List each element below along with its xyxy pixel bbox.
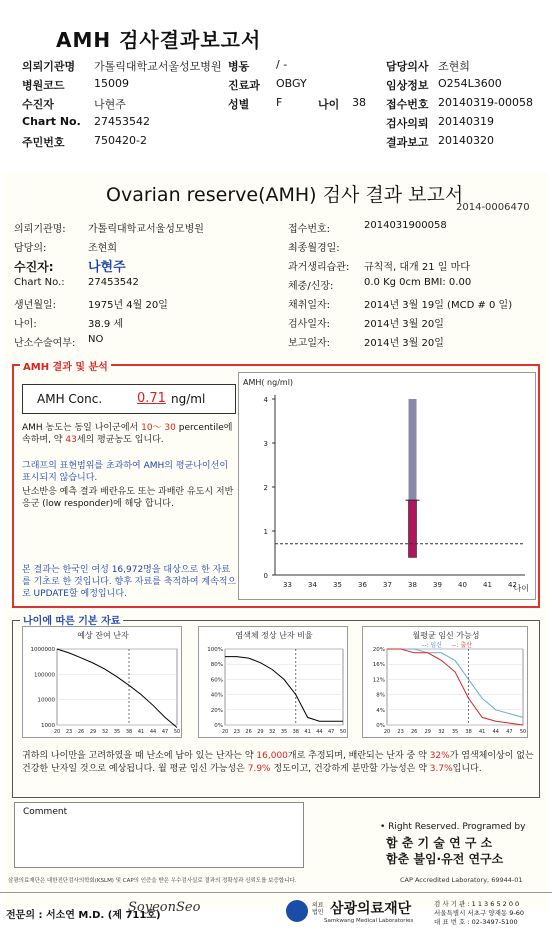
header-key: 결과보고 bbox=[386, 136, 429, 149]
x-tick-label: 32 bbox=[438, 729, 445, 735]
report-info-value: 1975년 4월 20일 bbox=[88, 300, 168, 311]
header-value: 750420-2 bbox=[94, 134, 147, 147]
footer-divider bbox=[0, 892, 552, 893]
x-tick-label: 38 bbox=[292, 729, 299, 735]
org-name-2: 함춘 불임·유전 연구소 bbox=[386, 852, 504, 866]
y-tick-label: 2 bbox=[263, 484, 268, 492]
report-info-value: 2014년 3월 19일 (MCD # 0 일) bbox=[364, 300, 513, 311]
header-value: F bbox=[276, 96, 283, 109]
x-tick-label: 36 bbox=[358, 581, 367, 589]
x-tick-label: 35 bbox=[451, 729, 459, 735]
x-tick-label: 47 bbox=[161, 729, 169, 735]
report-info-value: 2014년 3월 20일 bbox=[364, 319, 444, 330]
y-tick-label: 40% bbox=[210, 692, 223, 699]
header-key: 의뢰기관명 bbox=[22, 60, 76, 73]
x-tick-label: 33 bbox=[283, 581, 292, 589]
y-tick-label: 20% bbox=[210, 707, 223, 714]
x-tick-label: 50 bbox=[173, 729, 181, 735]
header-value: 20140320 bbox=[438, 134, 494, 147]
y-tick-label: 1000 bbox=[41, 723, 55, 729]
report-info-value: 2014년 3월 20일 bbox=[364, 338, 444, 349]
report-info-value: NO bbox=[88, 334, 104, 345]
x-tick-label: 41 bbox=[479, 729, 486, 735]
logo-text: 삼광의료재단 bbox=[330, 901, 412, 917]
x-tick-label: 26 bbox=[411, 729, 418, 735]
report-info-key: 채취일자: bbox=[288, 300, 331, 311]
header-key: 병원코드 bbox=[22, 79, 65, 92]
amh-paragraph-2: 그래프의 표현범위를 초과하여 AMH의 평균나이선이 표시되지 않습니다. bbox=[22, 461, 229, 483]
chart-title: 예상 잔여 난자 bbox=[77, 631, 129, 640]
page-title: AMH 검사결과보고서 bbox=[56, 28, 262, 52]
cap-text: CAP Accredited Laboratory, 69944-01 bbox=[400, 876, 523, 884]
series-line bbox=[57, 649, 177, 728]
age-summary: 귀하의 나이만을 고려하였을 때 난소에 남아 있는 난자는 약 16,000개로 추정되며, 배란되는 난자 중 약 32%가 염색체이상이 없는 건강한 난자일 것으로 예상됩니다. 월 평균 임신 가능성은 7.9% 정도이고, 건강하게 분만할 가능성은 약 3.7%입니다. bbox=[22, 751, 534, 774]
y-tick-label: 0 bbox=[263, 572, 268, 580]
amh-conc-unit: ng/ml bbox=[171, 392, 206, 406]
x-tick-label: 35 bbox=[113, 729, 121, 735]
y-tick-label: 0% bbox=[214, 723, 223, 729]
header-key: 수진자 bbox=[22, 98, 54, 111]
header-key: 병동 bbox=[228, 60, 250, 73]
x-tick-label: 47 bbox=[328, 729, 335, 735]
header-value: 27453542 bbox=[94, 115, 150, 128]
header-value: 38 bbox=[352, 96, 366, 109]
x-tick-label: 23 bbox=[397, 729, 404, 735]
report-info-key: Chart No.: bbox=[14, 277, 65, 288]
report-info-key: 체중/신장: bbox=[288, 281, 334, 292]
rights-text: • Right Reserved. Programed by bbox=[380, 822, 526, 832]
amh-conc-value: 0.71 bbox=[137, 391, 166, 406]
x-tick-label: 20 bbox=[221, 729, 229, 735]
normal-chromosome-chart bbox=[198, 626, 348, 738]
x-tick-label: 42 bbox=[508, 581, 517, 589]
x-tick-label: 34 bbox=[308, 581, 317, 589]
header-key: 성별 bbox=[228, 98, 250, 111]
x-tick-label: 38 bbox=[408, 581, 417, 589]
x-tick-label: 47 bbox=[506, 729, 513, 735]
header-key: 검사의뢰 bbox=[386, 117, 429, 130]
percentile-box bbox=[409, 500, 417, 557]
amh-paragraph-3: 난소반응 예측 결과 배란유도 또는 과배란 유도시 저반응군 (low responder)에 해당 합니다. bbox=[22, 487, 234, 509]
series-line bbox=[225, 657, 343, 722]
x-axis-label: 나이 bbox=[513, 584, 529, 593]
header-key: Chart No. bbox=[22, 115, 81, 128]
x-tick-label: 23 bbox=[65, 729, 73, 735]
y-tick-label: 100% bbox=[207, 647, 223, 653]
y-tick-label: 0% bbox=[376, 723, 385, 729]
report-info-value: 2014031900058 bbox=[364, 220, 447, 231]
header-key: 주민번호 bbox=[22, 136, 65, 149]
report-info-value: 0.0 Kg 0cm BMI: 0.00 bbox=[364, 277, 472, 288]
x-tick-label: 41 bbox=[137, 729, 145, 735]
x-tick-label: 50 bbox=[339, 729, 347, 735]
doctor-name: 전문의 : 서소연 M.D. (제 711호) bbox=[6, 910, 161, 921]
y-tick-label: 10000 bbox=[37, 697, 55, 704]
header-key: 나이 bbox=[318, 98, 340, 111]
y-tick-label: 60% bbox=[210, 677, 223, 684]
x-tick-label: 32 bbox=[101, 729, 109, 735]
x-tick-label: 39 bbox=[433, 581, 442, 589]
samkwang-logo-icon bbox=[286, 900, 308, 922]
report-info-key: 생년월일: bbox=[14, 300, 57, 311]
header-value: 20140319 bbox=[438, 115, 494, 128]
report-info-key: 접수번호: bbox=[288, 224, 331, 235]
x-tick-label: 38 bbox=[125, 729, 133, 735]
report-info-key: 의뢰기관명: bbox=[14, 224, 66, 235]
y-tick-label: 20% bbox=[372, 647, 385, 653]
certification-note: 삼광의료재단은 대한진단검사의학회(KSLM) 및 CAP의 인증을 받은 우수검사실로 결과의 정확성과 신뢰도를 보증합니다. bbox=[8, 878, 297, 884]
y-tick-label: 4% bbox=[376, 707, 385, 714]
report-info-value: 규칙적, 대개 21 일 마다 bbox=[364, 262, 470, 273]
x-tick-label: 35 bbox=[280, 729, 288, 735]
header-key: 임상정보 bbox=[386, 79, 429, 92]
x-tick-label: 50 bbox=[519, 729, 527, 735]
x-tick-label: 29 bbox=[424, 729, 431, 735]
report-info-key: 나이: bbox=[14, 319, 37, 330]
report-info-value: 38.9 세 bbox=[88, 319, 124, 330]
header-key: 접수번호 bbox=[386, 98, 429, 111]
chart-title: 월평균 임신 가능성 bbox=[412, 631, 480, 640]
y-tick-label: 80% bbox=[210, 662, 223, 669]
y-tick-label: 4 bbox=[263, 396, 268, 404]
plot-area bbox=[225, 649, 343, 725]
comment-box bbox=[14, 802, 304, 868]
header-value: 조현희 bbox=[438, 60, 470, 73]
report-info-value: 나현주 bbox=[88, 260, 126, 275]
header-value: O254L3600 bbox=[438, 77, 502, 90]
logo-english: Samkwang Medical Laboratories bbox=[324, 918, 414, 924]
report-info-key: 보고일자: bbox=[288, 338, 331, 349]
x-tick-label: 35 bbox=[333, 581, 342, 589]
report-info-key: 담당의: bbox=[14, 243, 47, 254]
header-value: 가톨릭대학교서울성모병원 bbox=[94, 60, 222, 73]
amh-paragraph-1: AMH 농도는 동일 나이군에서 10～ 30 percentile에 속하며, 약 43세의 평균농도 입니다. bbox=[22, 423, 233, 445]
header-value: / - bbox=[276, 58, 288, 71]
report-info-key: 최종월경일: bbox=[288, 243, 340, 254]
x-tick-label: 26 bbox=[77, 729, 85, 735]
amh-conc-label: AMH Conc. bbox=[37, 392, 103, 406]
report-number: 2014-0006470 bbox=[456, 202, 530, 213]
x-tick-label: 41 bbox=[304, 729, 311, 735]
amh-section-label: AMH 결과 및 분석 bbox=[20, 358, 111, 373]
y-tick-label: 8% bbox=[376, 692, 385, 699]
legend-item: --: 출산 bbox=[452, 642, 472, 649]
report-info-key: 과거생리습관: bbox=[288, 262, 350, 273]
x-tick-label: 20 bbox=[53, 729, 61, 735]
legend-item: --: 임신 bbox=[422, 642, 442, 649]
y-tick-label: 3 bbox=[263, 440, 268, 448]
comment-label: Comment bbox=[23, 807, 68, 817]
report-info-key: 검사일자: bbox=[288, 319, 331, 330]
amh-paragraph-4: 본 결과는 한국인 여성 16,972명을 대상으로 한 자료를 기초로 한 것입니다. 향후 자료를 축적하여 계속적으로 UPDATE할 예정입니다. bbox=[22, 565, 237, 599]
doctor-signature: SoyeonSeo bbox=[128, 900, 201, 915]
x-tick-label: 32 bbox=[269, 729, 276, 735]
y-tick-label: 12% bbox=[372, 677, 385, 684]
report-info-value: 27453542 bbox=[88, 277, 139, 288]
header-value: 나현주 bbox=[94, 98, 126, 111]
x-tick-label: 20 bbox=[383, 729, 391, 735]
y-tick-label: 1 bbox=[263, 528, 268, 536]
x-tick-label: 29 bbox=[89, 729, 97, 735]
report-info-key: 난소수술여부: bbox=[14, 338, 76, 349]
y-tick-label: 16% bbox=[372, 662, 385, 669]
report-info-key: 수진자: bbox=[14, 260, 54, 274]
report-info-value: 조현희 bbox=[88, 243, 117, 254]
amh-conc-box bbox=[22, 384, 236, 414]
y-tick-label: 100000 bbox=[34, 672, 55, 679]
amh-age-chart bbox=[238, 372, 536, 600]
x-tick-label: 44 bbox=[149, 729, 157, 735]
header-value: 20140319-00058 bbox=[438, 96, 533, 109]
x-tick-label: 44 bbox=[492, 729, 499, 735]
report-title: Ovarian reserve(AMH) 검사 결과 보고서 bbox=[106, 184, 464, 206]
x-tick-label: 23 bbox=[233, 729, 240, 735]
age-section-label: 나이에 따른 기본 자료 bbox=[20, 612, 123, 627]
report-info-value: 가톨릭대학교서울성모병원 bbox=[88, 224, 204, 235]
series-line bbox=[387, 649, 523, 717]
x-tick-label: 44 bbox=[316, 729, 323, 735]
plot-area bbox=[57, 649, 177, 725]
x-tick-label: 29 bbox=[257, 729, 264, 735]
remaining-eggs-chart bbox=[22, 626, 182, 738]
chart-title: 염색체 정상 난자 비율 bbox=[235, 631, 313, 640]
header-value: OBGY bbox=[276, 77, 307, 90]
x-tick-label: 26 bbox=[245, 729, 252, 735]
x-tick-label: 38 bbox=[465, 729, 472, 735]
header-key: 진료과 bbox=[228, 79, 260, 92]
x-tick-label: 41 bbox=[483, 581, 492, 589]
pregnancy-chance-chart bbox=[362, 626, 528, 738]
header-value: 15009 bbox=[94, 77, 129, 90]
logo-sub-text: 의료 법인 bbox=[312, 902, 324, 916]
x-tick-label: 40 bbox=[458, 581, 467, 589]
y-axis-label: AMH( ng/ml) bbox=[243, 378, 294, 387]
x-tick-label: 37 bbox=[383, 581, 392, 589]
y-tick-label: 1000000 bbox=[30, 647, 55, 653]
org-name-1: 함 춘 기 술 연 구 소 bbox=[386, 836, 493, 850]
contact-info: 검 사 기 관 : 1 1 3 6 5 2 0 0 서울특별시 서초구 양재동 9-60 대 표 번 호 : 02-3497-5100 bbox=[434, 900, 525, 926]
header-key: 담당의사 bbox=[386, 60, 429, 73]
